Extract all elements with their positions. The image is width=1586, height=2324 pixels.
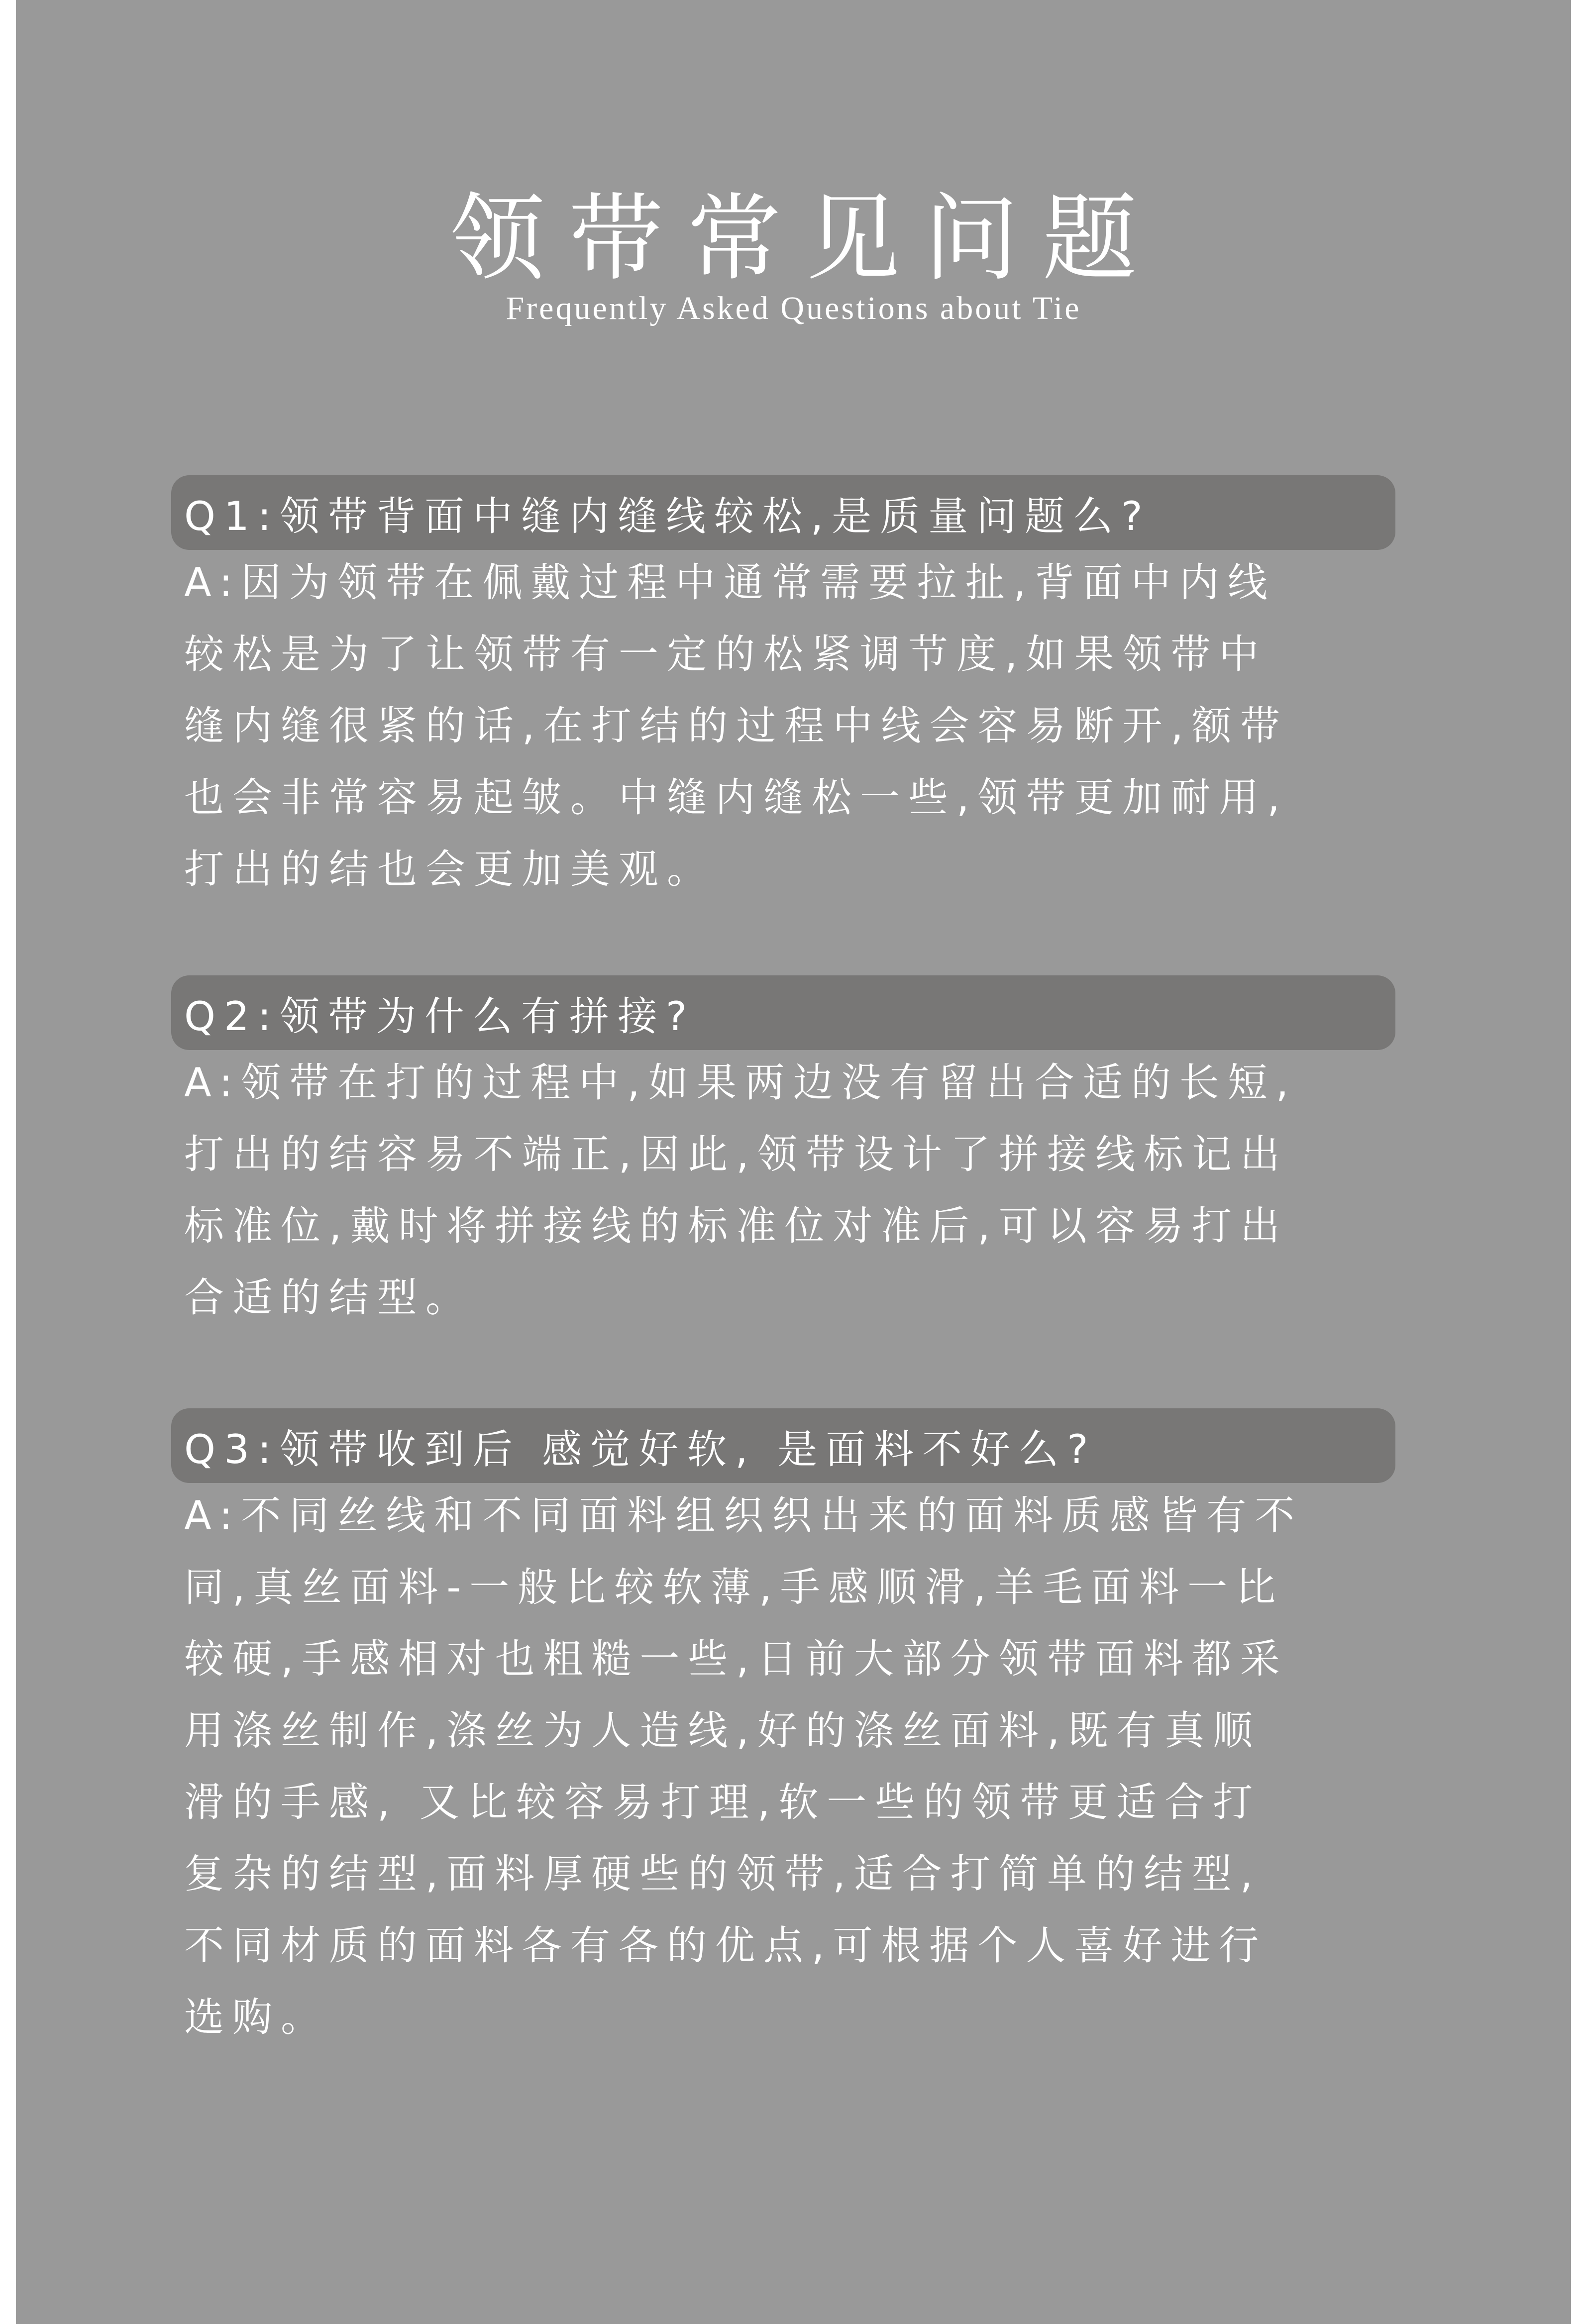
page-subtitle: Frequently Asked Questions about Tie [506,290,1081,326]
question-text: Q2:领带为什么有拼接? [184,993,696,1040]
answer-text [171,1047,1395,1334]
answer-line: 打出的结也会更加美观。 [184,846,715,892]
faq-page [16,0,1571,2324]
faq-item-1 [171,475,1395,905]
page-title: 领带常见问题 [450,184,1161,294]
answer-line: 不同材质的面料各有各的优点,可根据个人喜好进行 [184,1922,1268,1969]
question-bar [171,975,1395,1050]
answer-line: 较松是为了让领带有一定的松紧调节度,如果领带中 [184,631,1268,677]
answer-line: A:领带在打的过程中,如果两边没有留出合适的长短, [184,1059,1297,1106]
answer-line: 标准位,戴时将拼接线的标准位对准后,可以容易打出 [184,1203,1288,1249]
answer-line: 同,真丝面料-一般比较软薄,手感顺滑,羊毛面料一比 [184,1564,1284,1610]
faq-item-3 [171,1408,1395,2053]
answer-line: 选购。 [184,1994,329,2040]
answer-line: 滑的手感, 又比较容易打理,软一些的领带更适合打 [184,1779,1262,1825]
answer-line: A:不同丝线和不同面料组织织出来的面料质感皆有不 [184,1492,1303,1539]
question-text: Q3:领带收到后 感觉好软, 是面料不好么? [184,1426,1097,1473]
faq-item-2 [171,975,1395,1334]
question-bar [171,475,1395,550]
answer-line: 打出的结容易不端正,因此,领带设计了拼接线标记出 [184,1131,1288,1177]
answer-text [171,1480,1395,2053]
answer-line: 较硬,手感相对也粗糙一些,日前大部分领带面料都采 [184,1636,1288,1682]
answer-line: 也会非常容易起皱。中缝内缝松一些,领带更加耐用, [184,774,1288,821]
answer-text [171,547,1395,905]
question-text: Q1:领带背面中缝内缝线较松,是质量问题么? [184,493,1151,539]
answer-line: 用涤丝制作,涤丝为人造线,好的涤丝面料,既有真顺 [184,1707,1262,1754]
answer-line: 合适的结型。 [184,1274,474,1321]
question-bar [171,1408,1395,1483]
answer-line: A:因为领带在佩戴过程中通常需要拉扯,背面中内线 [184,559,1276,606]
answer-line: 缝内缝很紧的话,在打结的过程中线会容易断开,额带 [184,703,1288,749]
answer-line: 复杂的结型,面料厚硬些的领带,适合打简单的结型, [184,1851,1262,1897]
header [16,184,1571,328]
